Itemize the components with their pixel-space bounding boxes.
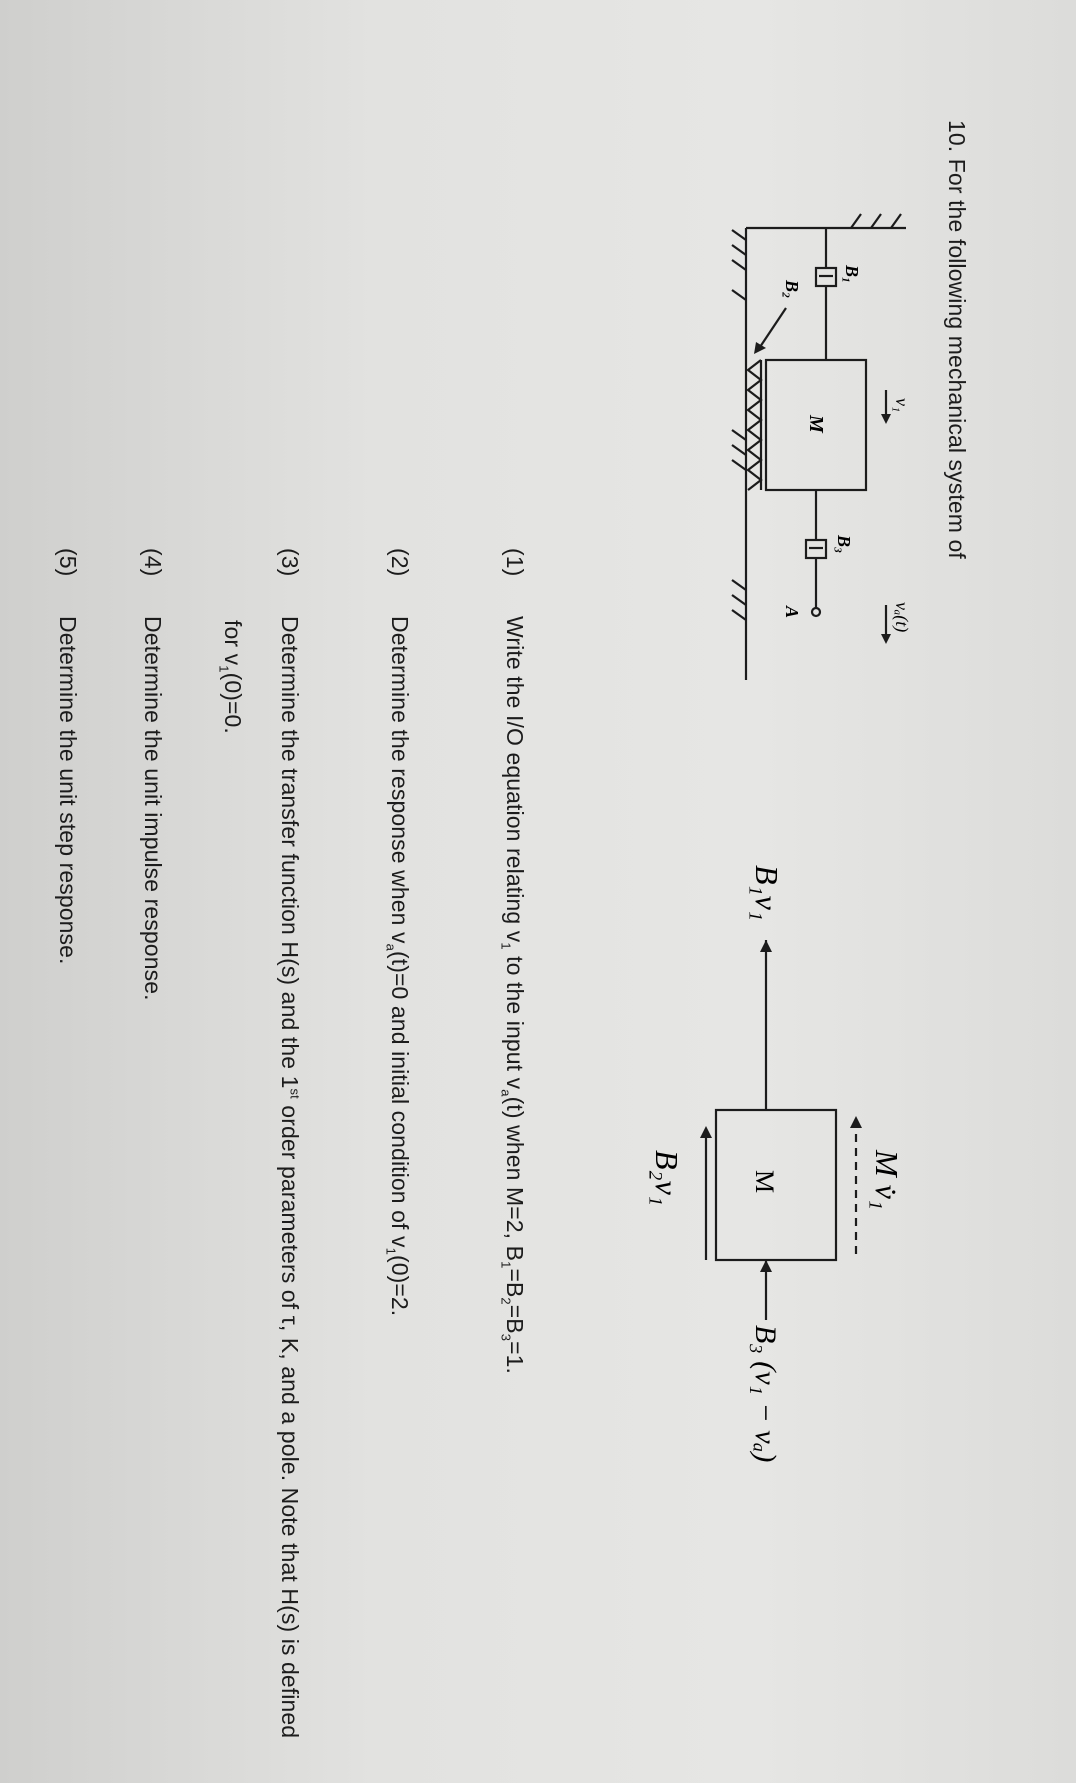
part-2-text-a: Determine the response when v [387,616,413,944]
part-3-continued [216,620,246,734]
part-1-number: (1) [502,548,528,577]
part-3 [276,548,303,1738]
question-heading [943,120,970,559]
part-3-text-a: Determine the transfer function H(s) and the 1 [277,616,303,1089]
part-2-sub-1: a [383,943,399,951]
part-3-text-b: order parameters of τ, K, and a pole. Note that H(s) is defined [277,1098,303,1739]
part-3-number: (3) [277,548,303,577]
label-mv1dot: M v̇₁ [869,1150,905,1210]
part-1-sub-3: 1 [498,1261,514,1269]
mechanical-system-diagram [686,210,926,720]
part-5-text: Determine the unit step response. [55,616,81,965]
part-4-text: Determine the unit impulse response. [140,616,166,1001]
part-1 [498,548,528,1374]
part-1-sub-2: a [498,1089,514,1097]
part-1-sub-4: 2 [498,1297,514,1305]
part-1-sub-1: 1 [498,942,514,950]
label-b1: B₁ [842,265,862,284]
part-2-number: (2) [387,548,413,577]
part-2-text-c: (0)=2. [387,1254,413,1317]
part-5-number: (5) [55,548,81,577]
free-body-diagram [626,860,956,1560]
label-v1: v₁ [892,398,912,413]
part-1-text-d: =B [502,1268,528,1298]
part-3-sub: 1 [216,665,232,673]
question-intro: For the following mechanical system of [944,158,970,559]
part-1-sub-5: 3 [498,1333,514,1342]
part-1-text-a: Write the I/O equation relating v [502,616,528,943]
part-5 [54,548,81,965]
question-number: 10. [944,120,970,153]
label-b1v1: B₁v₁ [749,865,785,921]
label-va: vₐ(t) [892,602,912,633]
part-2-text-b: (t)=0 and initial condition of v [387,950,413,1248]
part-2 [383,548,413,1316]
part-4 [139,548,166,1001]
part-1-text-b: to the input v [502,949,528,1090]
part-1-text-c: (t) when M=2, B [502,1096,528,1262]
part-3-text-d: (0)=0. [220,672,246,734]
part-2-sub-2: 1 [383,1247,399,1255]
label-fbd-mass: M [750,1170,779,1194]
label-a: A [782,606,802,619]
part-1-text-f: =1. [502,1341,528,1375]
part-1-text-e: =B [502,1304,528,1334]
label-mass: M [805,415,827,433]
label-b3: B₃ [834,535,854,554]
part-3-sup: st [287,1088,303,1099]
label-b2: B₂ [782,280,802,299]
part-4-number: (4) [140,548,166,577]
label-b2v1: B₂v₁ [649,1150,685,1206]
label-b3-force: B₃ (v₁ − vₐ) [749,1325,782,1463]
part-3-text-c: for v [220,620,246,666]
